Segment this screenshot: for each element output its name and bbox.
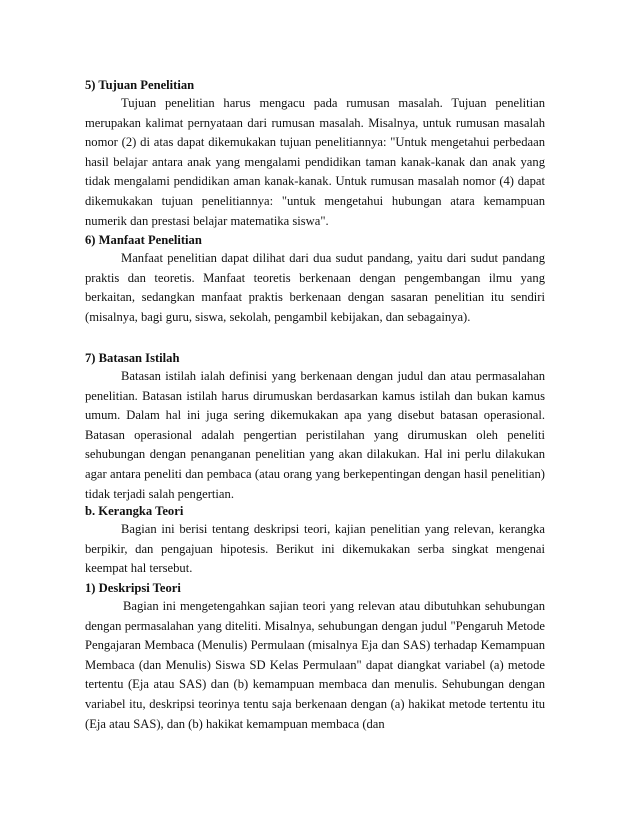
section-batasan-istilah [85, 350, 545, 504]
section-deskripsi-teori [85, 580, 545, 734]
section-heading: 6) Manfaat Penelitian [85, 233, 202, 247]
section-paragraph: Tujuan penelitian harus mengacu pada rumusan masalah. Tujuan penelitian merupakan kalimat pernyataan dari rumusan masalah. Misalnya, untuk rumusan masalah nomor (2) di atas dapat dikemukakan tujuan penelitiannya: "Untuk mengetahui perbedaan hasil belajar antara anak yang mengalami pendidikan taman kanak-kanak dan anak yang tidak mengalami pendidikan aman kanak-kanak. Untuk rumusan masalah nomor (4) dapat dikemukakan tujuan penelitiannya: "untuk mengetahui hubungan atara kemampuan numerik dan prestasi belajar matematika siswa". [85, 96, 545, 228]
section-paragraph: Batasan istilah ialah definisi yang berkenaan dengan judul dan atau permasalahan penelitian. Batasan istilah harus dirumuskan berdasarkan kamus istilah dan bukan kamus umum. Dalam hal ini juga sering dikemukakan apa yang disebut batasan operasional. Batasan operasional adalah pengertian peristilahan yang dirumuskan oleh peneliti sehubungan dengan penanganan penelitian yang akan dilakukan. Hal ini perlu dilakukan agar antara peneliti dan pembaca (atau orang yang berkepentingan dengan hasil penelitian) tidak terjadi salah pengertian. [85, 369, 545, 501]
section-heading: 7) Batasan Istilah [85, 351, 180, 365]
section-paragraph: Bagian ini berisi tentang deskripsi teori, kajian penelitian yang relevan, kerangka berpikir, dan pengajuan hipotesis. Berikut ini dikemukakan serba singkat mengenai keempat hal tersebut. [85, 522, 545, 576]
section-heading: 5) Tujuan Penelitian [85, 78, 195, 92]
section-paragraph: Manfaat penelitian dapat dilihat dari dua sudut pandang, yaitu dari sudut pandang praktis dan teoretis. Manfaat teoretis berkenaan dengan pengembangan ilmu yang berkaitan, sedangkan manfaat praktis berkenaan dengan sasaran penelitian itu sendiri (misalnya, bagi guru, siswa, sekolah, pengambil kebijakan, dan sebagainya). [85, 251, 545, 324]
section-heading: b. Kerangka Teori [85, 504, 184, 518]
section-paragraph: Bagian ini mengetengahkan sajian teori yang relevan atau dibutuhkan sehubungan dengan permasalahan yang diteliti. Misalnya, sehubungan dengan judul "Pengaruh Metode Pengajaran Membaca (Menulis) Permulaan (misalnya Eja dan SAS) terhadap Kemampuan Membaca (dan Menulis) Siswa SD Kelas Permulaan" dapat diangkat variabel (a) metode tertentu (Eja atau SAS) dan (b) kemampuan membaca dan menulis. Sehubungan dengan variabel itu, deskripsi teorinya tentu saja berkenaan dengan (a) hakikat metode tertentu itu (Eja atau SAS), dan (b) hakikat kemampuan membaca (dan [85, 599, 545, 731]
section-manfaat-penelitian [85, 232, 545, 327]
section-tujuan-penelitian [85, 77, 545, 231]
section-kerangka-teori [85, 503, 545, 579]
section-heading: 1) Deskripsi Teori [85, 581, 181, 595]
